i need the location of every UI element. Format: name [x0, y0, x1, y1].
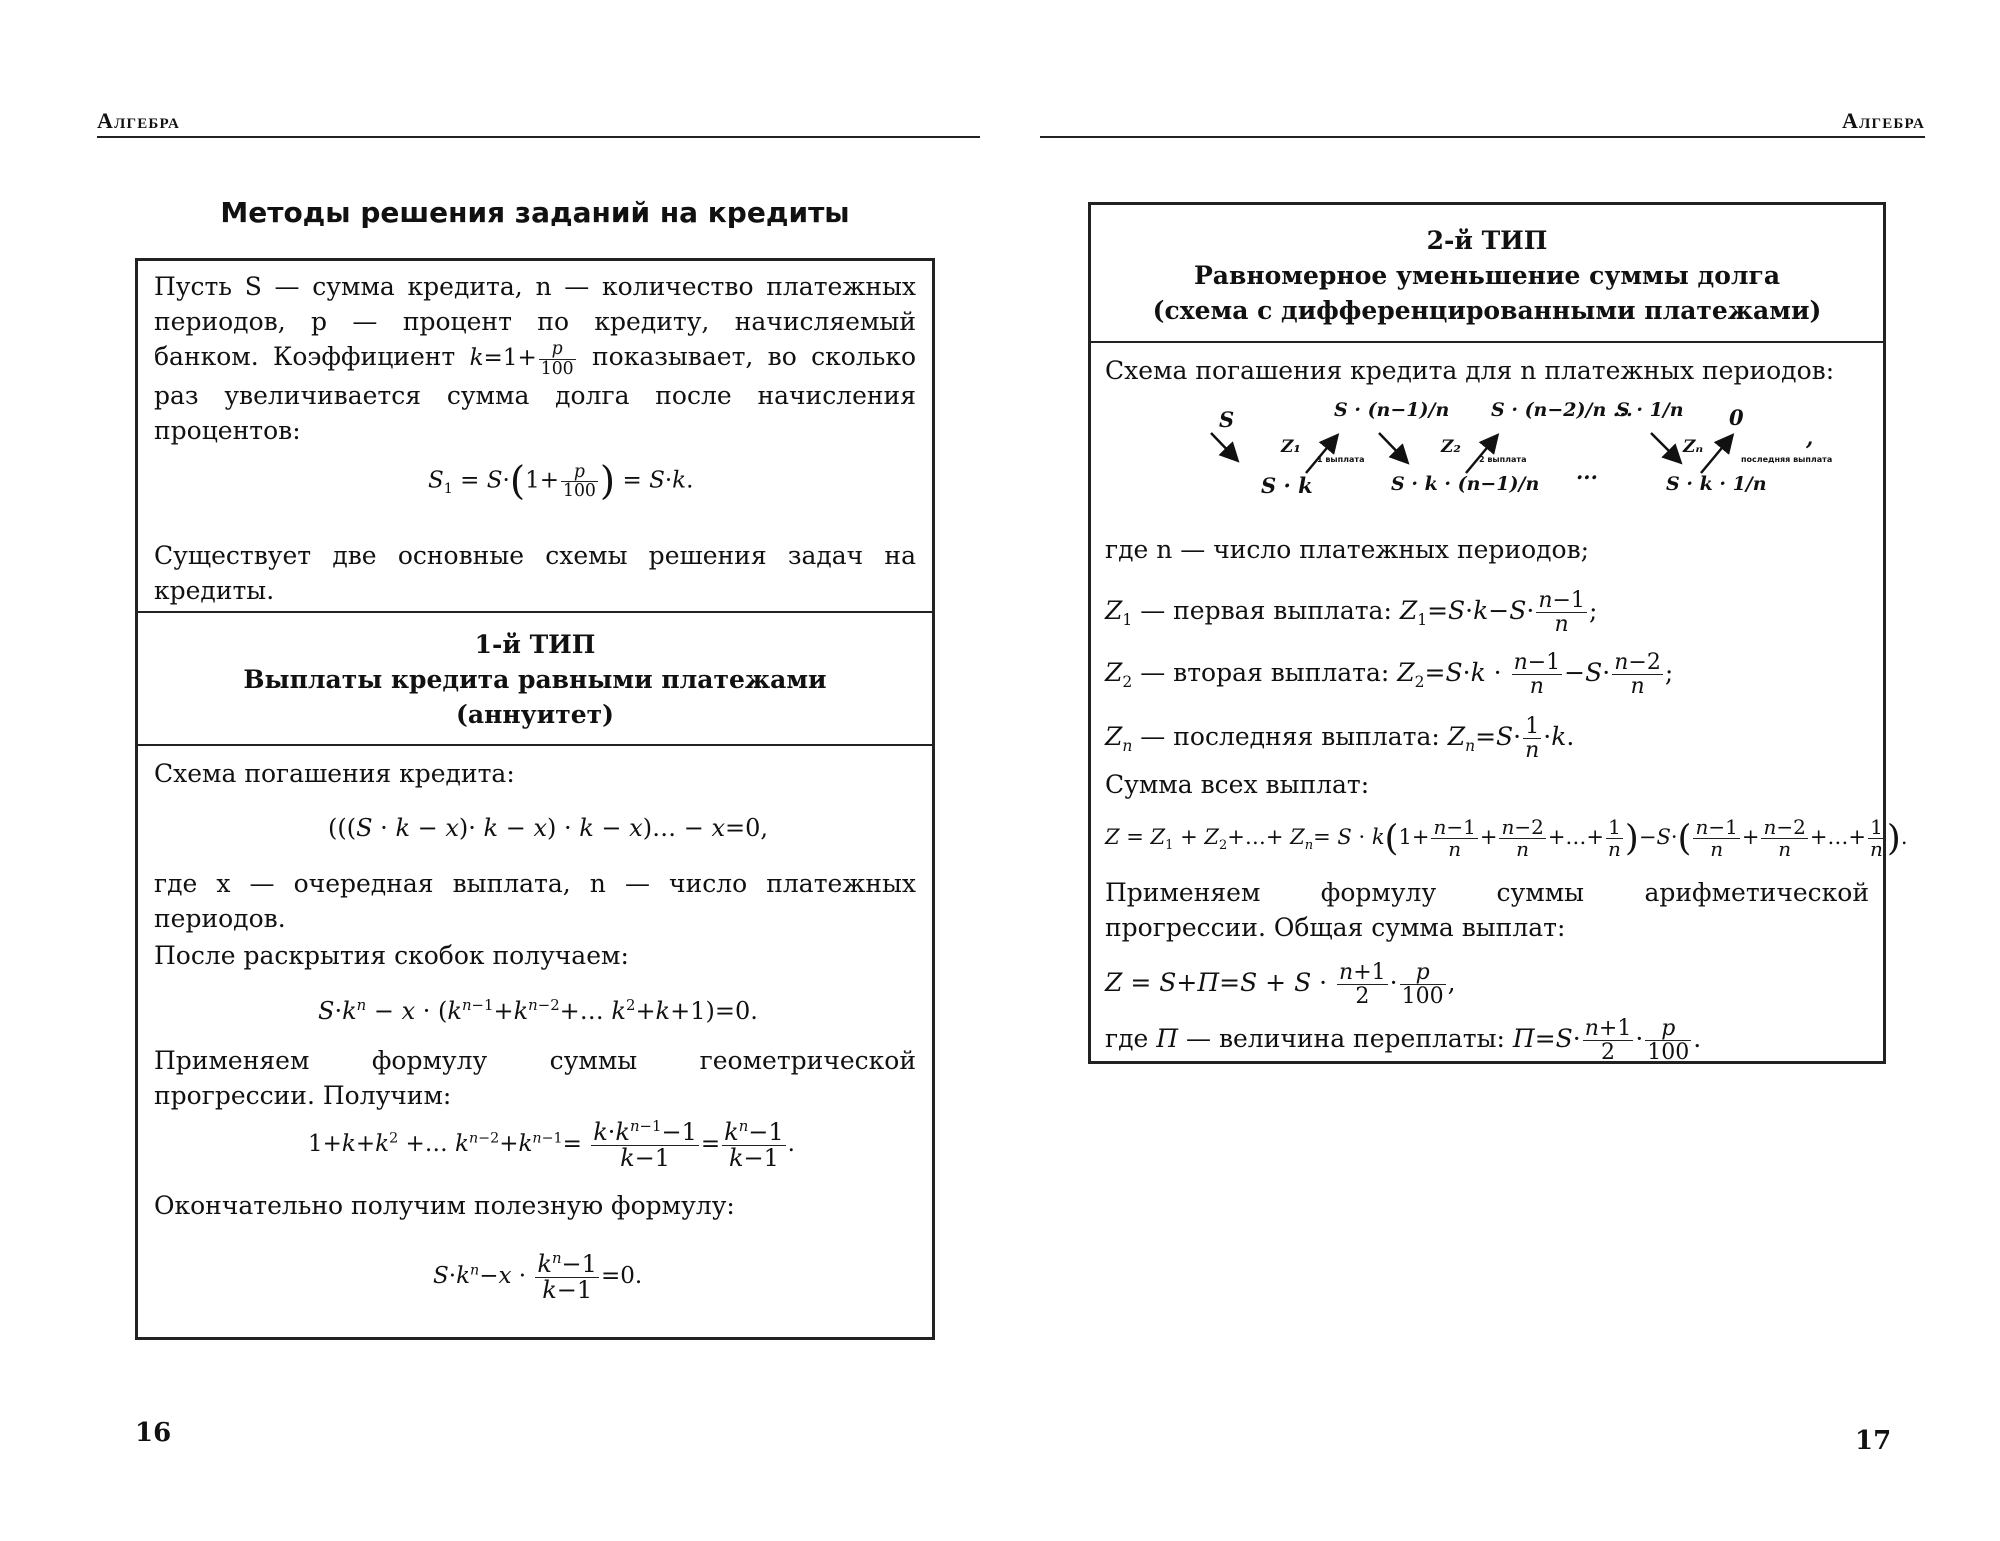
zn-text: $Z_n$ — последняя выплата: $Z_n=S\cdot$ $\frac{1}{n}$ ·k.: [1105, 714, 1575, 764]
diagram-bottom-1: S · k: [1261, 473, 1313, 498]
type1-label: 1-й ТИП: [474, 630, 596, 659]
type2-title: Равномерное уменьшение суммы долга: [1193, 261, 1781, 290]
running-header: Алгебра: [1841, 108, 1925, 133]
diagram-top-3: S · (n−2)/n ...: [1491, 399, 1633, 421]
scheme-label: Схема погашения кредита:: [154, 759, 515, 788]
diagram-payment-zn: Zₙ: [1683, 437, 1704, 457]
diagram-comma: ,: [1806, 425, 1814, 450]
diagram-top-s: S: [1219, 407, 1235, 432]
diagram-note-1: 1 выплата: [1317, 455, 1365, 464]
right-page: [1000, 0, 2000, 1541]
final-text: Окончательно получим полезную формулу:: [154, 1191, 735, 1220]
z1-text: $Z_1$ — первая выплата: $Z_1=S\cdot k-S\cdot$ $\frac{n-1}{n}$ ;: [1105, 588, 1598, 638]
final-formula: $S\cdot k^n-x$ · $\frac{k^n-1}{k-1}$ =0.: [433, 1249, 643, 1305]
type2-box: [1088, 202, 1908, 1066]
running-header: Алгебра: [97, 108, 181, 133]
page-title: Методы решения заданий на кредиты: [220, 196, 850, 229]
methods-box: [135, 258, 935, 1340]
diagram-bottom-2: S · k · (n−1)/n: [1391, 473, 1540, 495]
header-rule: [97, 136, 980, 138]
where-n-text: где n — число платежных периодов;: [1105, 535, 1590, 564]
diagram-bottom-ellipsis: ...: [1576, 459, 1598, 484]
payment-scheme-diagram: [1091, 395, 1883, 505]
type1-subtitle: (аннуитет): [456, 700, 614, 729]
type2-label: 2-й ТИП: [1426, 226, 1548, 255]
section-divider: [138, 744, 932, 746]
geom-formula: $1+k+k^2$ +… $k^{n-2}+k^{n-1}=$ $\frac{k\cdot k^{n-1}-1}{k-1}$ = $\frac{k^n-1}{k-1}$ .: [308, 1117, 795, 1173]
diagram-note-2: 2 выплата: [1479, 455, 1527, 464]
s1-formula: $S_1 = S\cdot(1+$ $\frac{p}{100}$ ) = S·k.: [428, 459, 694, 504]
sum-formula: $Z = Z_1$ + $Z_2+\dots+ Z_n= S \cdot k(1+$ $\frac{n-1}{n}$ + $\frac{n-2}{n}$ +…+ $\frac{1}{n}$ )−S·( $\frac{n-1}{n}$ + $\frac{n-2}{n}$ +…+ $\frac{1}{n}$ ).: [1105, 815, 1908, 861]
overpay-formula: где П — величина переплаты: П=S· $\frac{n+1}{2}$ · $\frac{p}{100}$ .: [1105, 1016, 1702, 1066]
k-formula: k=1+ $\frac{p}{100}$: [469, 339, 574, 379]
diagram-note-3: последняя выплата: [1741, 455, 1833, 464]
diagram-top-zero: 0: [1729, 405, 1744, 430]
header-rule: [1040, 136, 1925, 138]
diagram-bottom-4: S · k · 1/n: [1666, 473, 1767, 495]
type1-title: Выплаты кредита равными платежами: [243, 665, 827, 694]
scheme-label: Схема погашения кредита для n платежных периодов:: [1105, 356, 1835, 385]
type2-subtitle: (схема с дифференцированными платежами): [1152, 296, 1822, 325]
diagram-top-2: S · (n−1)/n: [1334, 399, 1450, 421]
section-divider: [138, 611, 932, 613]
two-schemes-text: Существует две основные схемы решения задач на кредиты.: [154, 541, 916, 605]
scheme-formula: (((S · k − x)· k − x) · k − x)… − x=0,: [328, 814, 769, 842]
diagram-payment-z2: Z₂: [1441, 437, 1461, 457]
diagram-payment-z1: Z₁: [1281, 437, 1301, 457]
after-brackets-text: После раскрытия скобок получаем:: [154, 941, 629, 970]
intro-text: Пусть S — сумма кредита, n — количество платежных периодов, p — процент по кредиту, начисляемый банком. Коэффициент: [154, 272, 916, 371]
expanded-formula: $S\cdot k^n - x$ · ($k^{n-1}+k^{n-2}+\dots$ $k^2+k+1)=0$.: [318, 996, 758, 1025]
geom-text: Применяем формулу суммы геометрической прогрессии. Получим:: [154, 1046, 916, 1110]
page-number: 17: [1855, 1426, 1892, 1456]
z2-text: $Z_2$ — вторая выплата: $Z_2=S\cdot k$ · $\frac{n-1}{n}$ −S· $\frac{n-2}{n}$ ;: [1105, 650, 1674, 700]
sum-label: Сумма всех выплат:: [1105, 770, 1370, 799]
type1-heading: [138, 627, 932, 732]
diagram-top-4: S · 1/n: [1616, 399, 1684, 421]
intro-text-2: показывает, во сколько раз увеличивается сумма долга после начисления процентов:: [154, 342, 916, 445]
section-divider: [1091, 341, 1883, 343]
total-formula: Z = S+П=S + S · $\frac{n+1}{2}$ · $\frac{p}{100}$ ,: [1105, 960, 1456, 1010]
where-text: где x — очередная выплата, n — число платежных периодов.: [154, 869, 916, 933]
page-number: 16: [135, 1418, 172, 1448]
arith-text: Применяем формулу суммы арифметической прогрессии. Общая сумма выплат:: [1105, 878, 1869, 942]
intro-paragraph: [154, 269, 916, 448]
type2-heading: [1091, 223, 1883, 328]
